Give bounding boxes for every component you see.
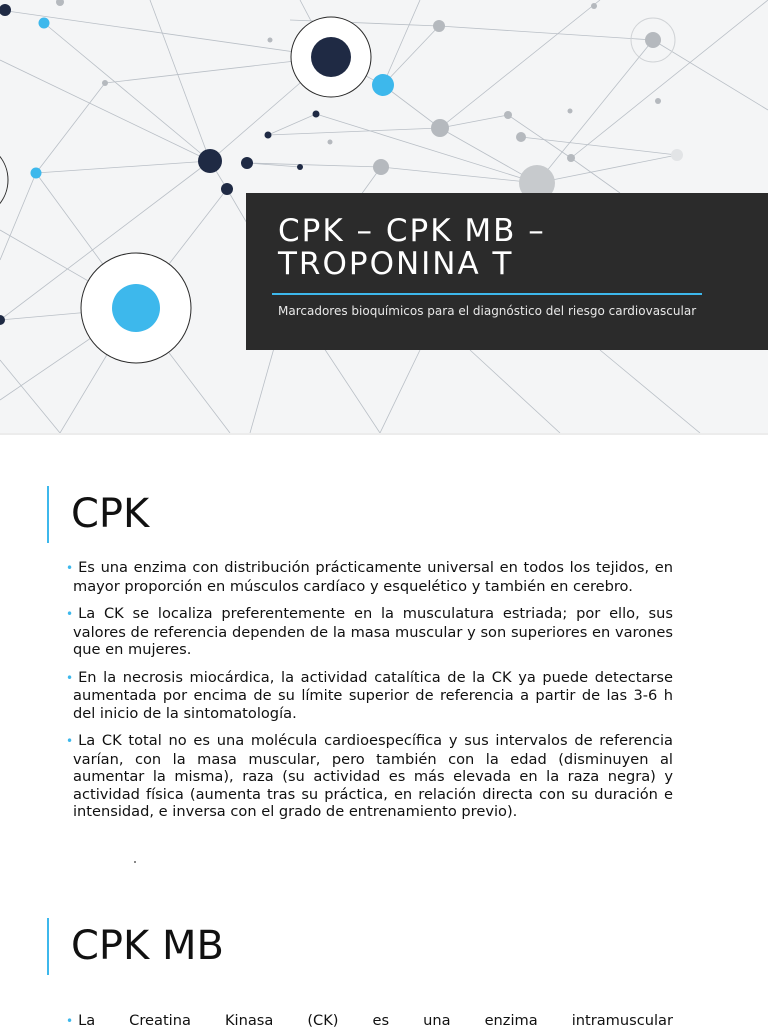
- title-slide: [0, 0, 768, 433]
- title-divider: [272, 293, 702, 295]
- bullet-list-cpk: [66, 559, 673, 831]
- bullet-dot-icon: •: [66, 561, 74, 575]
- list-item: • La CK se localiza preferentemente en la musculatura estriada; por ello, sus valores de referencia dependen de la masa muscular y son superiores en varones que en mujeres.: [66, 605, 673, 658]
- title-box: [246, 193, 768, 350]
- list-item: • En la necrosis miocárdica, la actividad catalítica de la CK ya puede detectarse aumentada por encima de su límite superior de referencia a partir de las 3-6 h del inicio de la sintomatología.: [66, 668, 673, 722]
- slide-separator: [0, 433, 768, 435]
- slide-title: CPK – CPK MB – TROPONINA T: [278, 213, 546, 282]
- heading-accent-bar: [47, 486, 49, 543]
- list-item: • Es una enzima con distribución prácticamente universal en todos los tejidos, en mayor proporción en músculos cardíaco y esquelético y también en cerebro.: [66, 559, 673, 595]
- bullet-dot-icon: •: [66, 670, 74, 685]
- list-item: • La CK total no es una molécula cardioespecífica y sus intervalos de referencia varían, con la masa muscular, pero también con la edad (disminuyen al aumentar la misma), raza (su actividad es más elevada en la raza negra) y actividad física (aumenta tras su práctica, en relación directa con su duración e intensidad, e inversa con el grado de entrenamiento previo).: [66, 732, 673, 820]
- list-item: • La Creatina Kinasa (CK) es una enzima intramuscular: [66, 1012, 673, 1029]
- bullet-dot-icon: •: [66, 734, 74, 748]
- bullet-list-cpk-mb: [66, 1012, 673, 1032]
- bullet-dot-icon: •: [66, 1014, 74, 1028]
- section-heading-cpk: CPK: [71, 491, 150, 537]
- slide-subtitle: Marcadores bioquímicos para el diagnóstico del riesgo cardiovascular: [278, 304, 697, 318]
- section-heading-cpk-mb: CPK MB: [71, 923, 224, 969]
- heading-accent-bar: [47, 918, 49, 975]
- stray-mark: [134, 861, 136, 863]
- bullet-dot-icon: •: [66, 607, 74, 621]
